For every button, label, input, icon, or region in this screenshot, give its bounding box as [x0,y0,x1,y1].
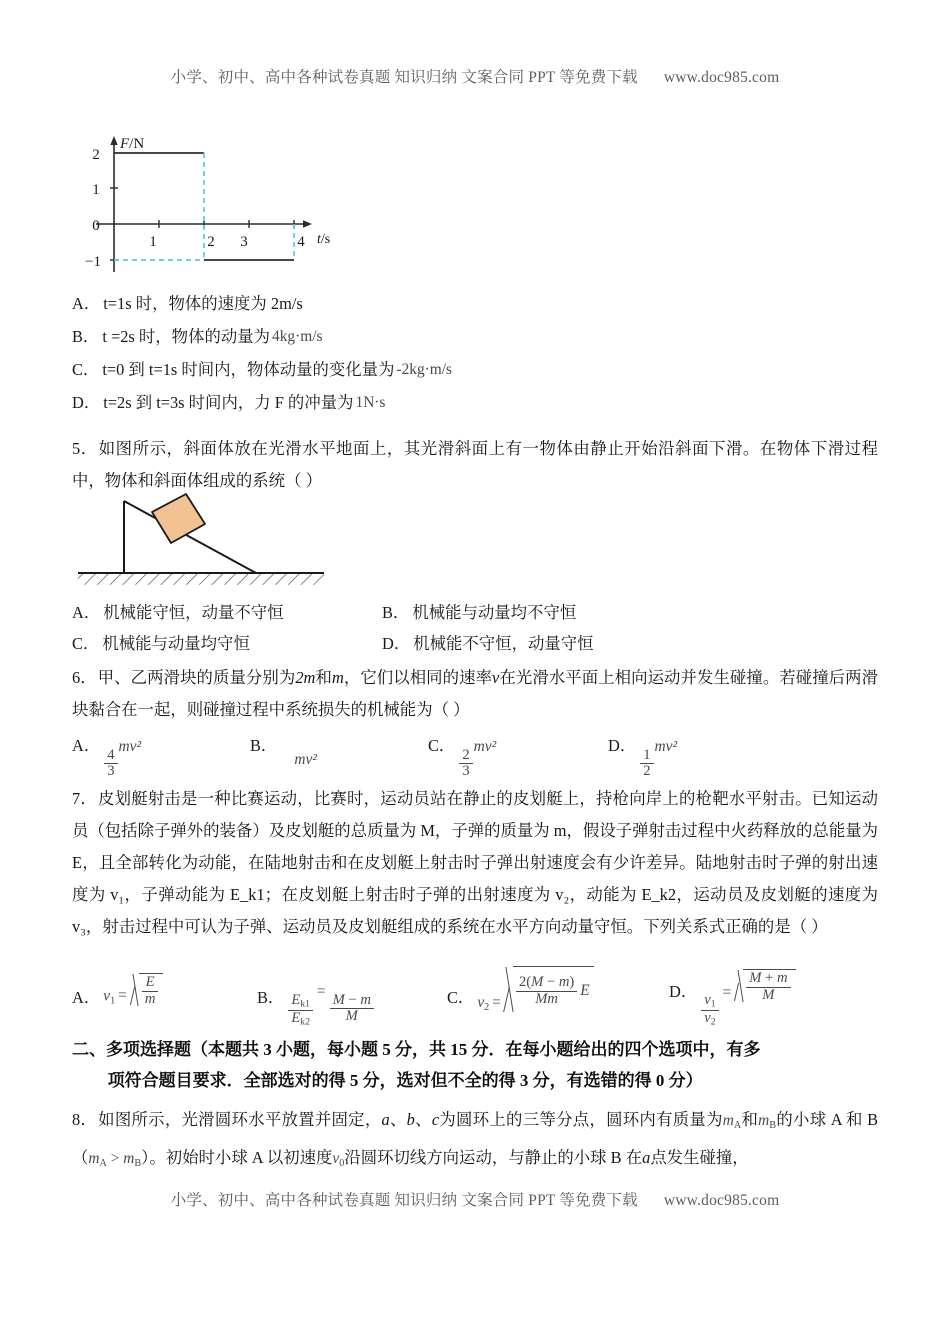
q5-stem-text: 如图所示，斜面体放在光滑水平地面上，其光滑斜面上有一物体由静止开始沿斜面下滑。在物体下滑过程中，物体和斜面体组成的系统（ ） [72,439,878,490]
q7-option-b-formula: $\frac{E_{k1}}{E_{k2}}$ = $\frac{M - m}{M}$ [287,969,375,1028]
q5-option-c[interactable] [72,628,382,659]
q6-mass-2: m [331,668,344,687]
q6-stem-part3: 在光滑水平面上相向运动并发生碰撞。若碰撞后两滑块黏合在一起，则碰撞过程中系统损失的机械能为（ ） [72,668,879,719]
x-axis-label: t/s [317,232,331,247]
q6-option-d-numerator: 1 [643,746,651,763]
q6-stem-and: 和 [315,668,332,687]
question-6-stem [72,662,878,726]
q8-stem-g: 点发生碰撞， [650,1147,749,1167]
q6-number: 6． [72,668,97,687]
q8-stem-e: ）。初始时小球 A 以初速度 [141,1147,333,1167]
q4-option-a[interactable] [72,287,878,320]
q4-option-c-math: -2kg·m/s [396,361,453,378]
footer-watermark-url: www.doc985.com [663,1192,780,1209]
q5-option-b[interactable] [382,597,576,628]
force-time-graph-svg [74,126,374,276]
question-7-stem [72,783,878,943]
question-6-options [72,726,878,780]
y-axis-arrow [110,136,117,145]
header-watermark-text: 小学、初中、高中各种试卷真题 知识归纳 文案合同 PPT 等免费下载 [170,69,638,86]
q5-option-a-text: 机械能守恒，动量不守恒 [103,603,284,622]
q7-option-d-radical: $\frac{M + m}{M}$ [735,969,795,1004]
q5-option-d[interactable] [382,628,594,659]
q7-option-c-formula: $v_2$ = $\frac{2(M - m)}{Mm}$ E [477,966,594,1031]
q4-option-b-text: t =2s 时，物体的动量为 [102,327,271,346]
q4-option-d-label: D． [72,393,101,412]
x-tick-label-3: 3 [240,234,248,250]
q8-point-a: a [381,1110,390,1129]
q8-stem-c: 和 [741,1110,759,1129]
q7-option-a-radical: $\frac{E}{m}$ [131,973,164,1008]
q5-options-row-2 [72,628,878,659]
q4-option-a-label: A． [72,294,101,313]
q6-options-row [72,726,878,780]
question-5-options [72,597,878,659]
q5-option-b-text: 机械能与动量均不守恒 [412,603,577,622]
q8-sep-1: 、 [389,1110,407,1129]
q8-stem-f: 沿圆环切线方向运动，与静止的小球 B 在 [344,1147,643,1167]
q6-option-d-math [639,727,677,780]
q5-option-d-label: D． [382,634,411,653]
q7-option-d[interactable] [669,969,797,1029]
x-tick-label-1: 1 [149,234,157,250]
q7-option-b[interactable] [257,969,447,1028]
q7-option-a[interactable] [72,973,257,1024]
q6-option-d-fraction [640,748,653,781]
q7-option-a-label: A． [72,988,101,1008]
q6-option-b-tail-text: mv² [294,751,317,769]
q6-option-b-math [294,740,317,780]
y-tick-label-2: 2 [92,147,100,163]
q5-number: 5． [72,439,98,458]
header-watermark [0,65,950,87]
q4-option-c[interactable] [72,353,878,386]
inclined-plane-figure [76,491,338,587]
question-8-stem [72,1104,878,1180]
q6-stem-part1: 甲、乙两滑块的质量分别为 [97,668,296,687]
q8-stem-d: 的小球 A 和 B（ [72,1110,879,1167]
q6-option-c-tail-text: mv² [473,738,497,755]
q4-option-c-text: t=0 到 t=1s 时间内，物体动量的变化量为 [102,360,395,379]
q4-option-b[interactable] [72,320,878,353]
q7-option-c-label: C． [447,988,475,1008]
q8-mass-b-symbol: $m_B$ [758,1112,777,1131]
q7-option-c-radical: $\frac{2(M - m)}{Mm}$ E [505,966,594,1014]
question-4-options [72,287,878,419]
inclined-plane-svg [76,491,338,587]
question-7-options [72,966,878,1031]
q8-mass-a-symbol: $m_A$ [722,1112,742,1131]
q6-option-a-numerator: 4 [107,746,115,763]
q6-option-a-fraction [104,748,117,781]
q8-initial-velocity-symbol: $v_0$ [332,1149,345,1169]
y-tick-label-1: 1 [92,182,100,198]
q8-point-a-2: a [642,1147,651,1167]
q6-stem-part2: ，它们以相同的速率 [343,668,493,687]
q7-number: 7． [72,789,98,808]
q8-number: 8． [72,1110,98,1129]
q7-option-d-label: D． [669,981,698,1001]
q8-sep-2: 、 [414,1110,432,1129]
q6-option-c-numerator: 2 [462,746,470,763]
q4-option-a-text: t=1s 时，物体的速度为 2m/s [103,294,303,313]
force-time-graph [74,126,374,276]
q7-option-d-formula: $\frac{v_1}{v_2}$ = $\frac{M + m}{M}$ [700,969,796,1028]
q6-option-d-tail-text: mv² [654,738,678,755]
q6-option-b-tail [294,751,317,768]
q5-option-a[interactable] [72,597,382,628]
q5-option-c-text: 机械能与动量均守恒 [102,634,250,653]
q5-option-c-label: C． [72,634,100,653]
y-tick-label-minus1: −1 [85,254,101,270]
y-tick-label-0: 0 [92,218,100,234]
q5-options-row-1 [72,597,878,628]
q5-option-b-label: B． [382,603,410,622]
q4-option-d-math: 1N·s [355,394,386,411]
section-2-heading-line-2-text: 项符合题目要求．全部选对的得 5 分，选对但不全的得 3 分，有选错的得 0 分） [107,1071,703,1090]
q8-point-b: b [406,1110,415,1129]
q6-option-b[interactable] [250,726,428,780]
q6-option-a-denominator: 3 [104,763,117,780]
q6-option-c[interactable] [428,726,608,780]
q7-option-a-formula: $v_1$ = $\frac{E}{m}$ [103,973,164,1024]
section-2-heading [72,1034,878,1096]
section-2-heading-line-1: 二、多项选择题（本题共 3 小题，每小题 5 分，共 15 分．在每小题给出的四个选项中，有多 [72,1040,761,1059]
q4-option-c-label: C． [72,360,100,379]
q4-option-d-text: t=2s 到 t=3s 时间内，力 F 的冲量为 [103,393,354,412]
q7-option-c[interactable] [447,966,669,1031]
q6-option-a-label: A． [72,736,101,755]
q6-option-a[interactable] [72,726,250,780]
header-watermark-url: www.doc985.com [663,69,780,86]
q6-option-d-label: D． [608,736,637,755]
q6-option-a-tail [119,738,142,755]
q6-option-d[interactable] [608,726,677,780]
q6-speed-symbol: v [492,668,500,687]
q8-mass-comparison: $m_A > m_B$ [88,1149,142,1169]
q4-option-b-math: 4kg·m/s [272,328,323,345]
x-tick-label-4: 4 [297,234,305,250]
q7-option-b-label: B． [257,988,285,1008]
q4-option-b-label: B． [72,327,100,346]
x-tick-label-2: 2 [207,234,215,250]
ground-hatching [78,574,324,585]
y-axis-label: F/N [120,136,145,152]
sliding-block [152,494,205,543]
question-5-stem [72,433,878,497]
q8-point-c: c [431,1110,440,1129]
x-axis-arrow [303,220,312,227]
q6-option-a-tail-text: mv² [118,738,142,755]
q8-stem-a: 如图所示，光滑圆环水平放置并固定， [98,1110,382,1129]
q6-option-d-denominator: 2 [640,763,653,780]
q6-option-c-fraction [459,748,472,781]
q5-option-d-text: 机械能不守恒，动量守恒 [413,634,594,653]
q8-stem-b: 为圆环上的三等分点，圆环内有质量为 [439,1110,723,1129]
q4-option-d[interactable] [72,386,878,419]
q6-option-a-math [103,727,141,780]
q6-option-c-math [458,727,496,780]
footer-watermark [0,1188,950,1210]
q7-stem-text: 皮划艇射击是一种比赛运动，比赛时，运动员站在静止的皮划艇上，持枪向岸上的枪靶水平射击。已知运动员（包括除子弹外的装备）及皮划艇的总质量为 M，子弹的质量为 m，假设子弹射击过程中火药释放的总能量为 E，且全部转化为动能，在陆地射击和在皮划艇上射击时子弹出射速度会有少许差异。陆地射击时子弹的射出速度为 v₁，子弹动能为 E_k1；在皮划艇上射击时子弹的出射速度为 v₂，动能为 E_k2，运动员及皮划艇的速度为 v₃，射击过程中可认为子弹、运动员及皮划艇组成的系统在水平方向动量守恒。下列关系式正确的是（ ） [72,789,879,936]
q7-options-row [72,966,878,1031]
q6-mass-1: 2m [295,668,316,687]
footer-watermark-text: 小学、初中、高中各种试卷真题 知识归纳 文案合同 PPT 等免费下载 [170,1192,638,1209]
q8-comparison-sign: > [110,1149,120,1167]
q5-option-a-label: A． [72,603,101,622]
q6-option-c-denominator: 3 [459,763,472,780]
q6-option-c-tail [474,738,497,755]
q6-option-b-label: B． [250,736,278,755]
q6-option-c-label: C． [428,736,456,755]
q6-option-d-tail [655,738,678,755]
section-2-heading-line-2 [72,1065,878,1096]
